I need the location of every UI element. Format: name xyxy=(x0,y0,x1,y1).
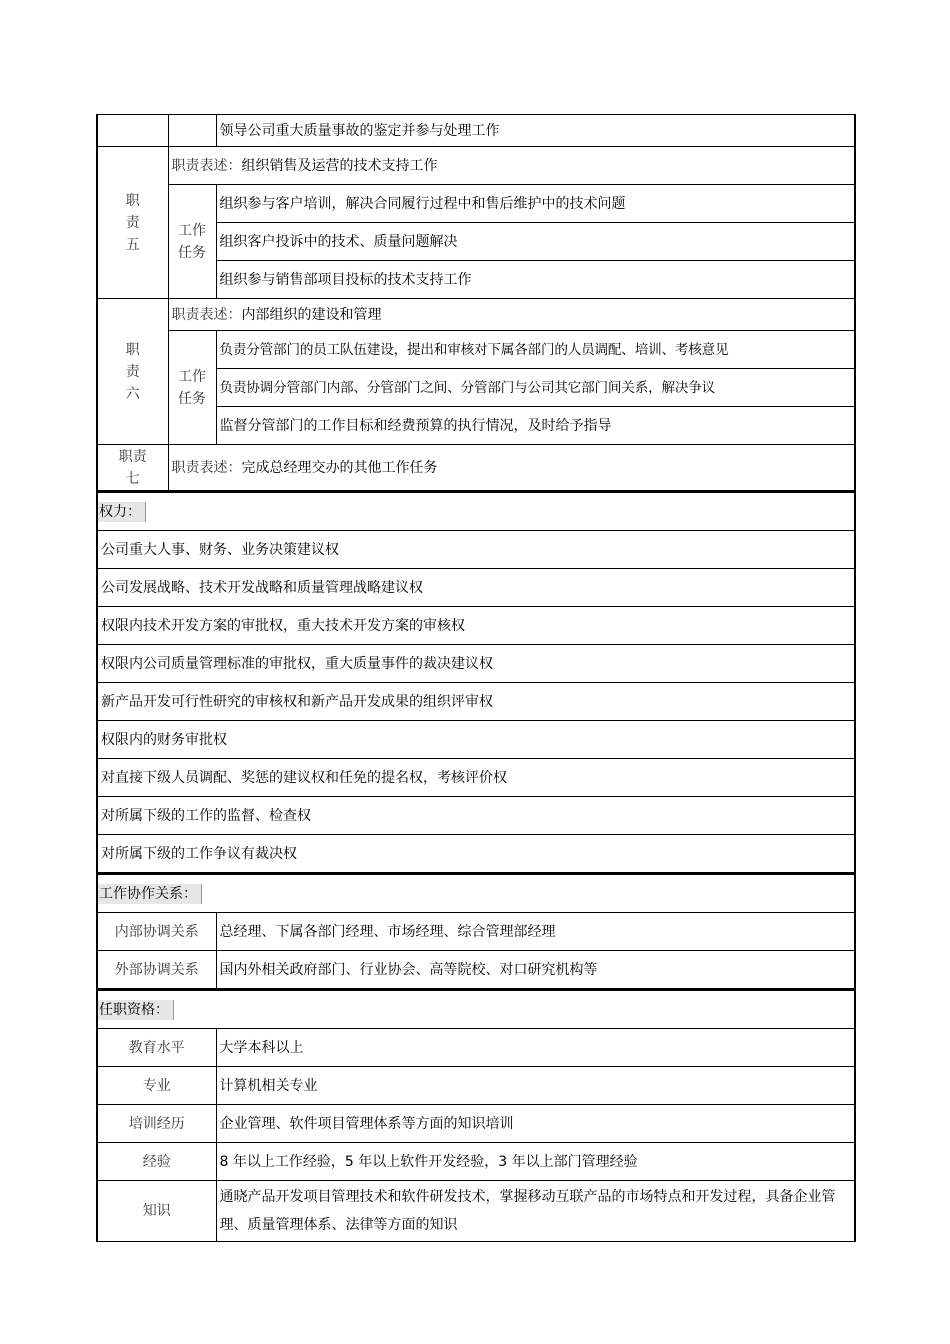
task-cell: 负责协调分管部门内部、分管部门之间、分管部门与公司其它部门间关系，解决争议 xyxy=(216,369,855,407)
authority-item: 新产品开发可行性研究的审核权和新产品开发成果的组织评审权 xyxy=(97,683,855,721)
blank-cell xyxy=(97,115,168,147)
authority-item: 权限内公司质量管理标准的审批权，重大质量事件的裁决建议权 xyxy=(97,645,855,683)
relation-value: 总经理、下属各部门经理、市场经理、综合管理部经理 xyxy=(216,913,855,951)
relation-label: 外部协调关系 xyxy=(97,951,216,989)
duty-description-text: 组织销售及运营的技术支持工作 xyxy=(241,157,438,174)
qualification-value: 大学本科以上 xyxy=(216,1029,855,1067)
duty-label: 职 责 六 xyxy=(97,299,168,445)
duty-description-label: 职责表述： xyxy=(171,459,242,476)
duties-table xyxy=(96,114,856,491)
authority-item: 权限内技术开发方案的审批权，重大技术开发方案的审核权 xyxy=(97,607,855,645)
section-header-qualifications xyxy=(97,990,855,1029)
qualification-value: 企业管理、软件项目管理体系等方面的知识培训 xyxy=(216,1105,855,1143)
qualification-label: 培训经历 xyxy=(97,1105,216,1143)
qualifications-table xyxy=(96,989,856,1242)
relation-value: 国内外相关政府部门、行业协会、高等院校、对口研究机构等 xyxy=(216,951,855,989)
section-header-relations xyxy=(97,874,855,913)
duty-description xyxy=(168,445,855,491)
task-cell: 组织参与销售部项目投标的技术支持工作 xyxy=(216,261,855,299)
authority-item: 公司重大人事、财务、业务决策建议权 xyxy=(97,531,855,569)
authority-item: 公司发展战略、技术开发战略和质量管理战略建议权 xyxy=(97,569,855,607)
qualification-label: 专业 xyxy=(97,1067,216,1105)
qualification-value: 通晓产品开发项目管理技术和软件研发技术，掌握移动互联产品的市场特点和开发过程，具备企业管理、质量管理体系、法律等方面的知识 xyxy=(216,1181,855,1242)
duty-label: 职责 七 xyxy=(97,445,168,491)
task-cell: 组织客户投诉中的技术、质量问题解决 xyxy=(216,223,855,261)
section-heading: 工作协作关系： xyxy=(98,884,202,904)
authority-item: 对直接下级人员调配、奖惩的建议权和任免的提名权，考核评价权 xyxy=(97,759,855,797)
task-cell: 组织参与客户培训，解决合同履行过程中和售后维护中的技术问题 xyxy=(216,185,855,223)
task-cell: 领导公司重大质量事故的鉴定并参与处理工作 xyxy=(216,115,855,147)
section-heading: 任职资格： xyxy=(98,1000,174,1020)
blank-cell xyxy=(168,115,216,147)
authority-item: 对所属下级的工作的监督、检查权 xyxy=(97,797,855,835)
duty-description-text: 完成总经理交办的其他工作任务 xyxy=(241,459,438,476)
qualification-label: 知识 xyxy=(97,1181,216,1242)
qualification-value: 8 年以上工作经验，5 年以上软件开发经验，3 年以上部门管理经验 xyxy=(216,1143,855,1181)
qualification-label: 经验 xyxy=(97,1143,216,1181)
job-description-sheet xyxy=(96,114,854,1242)
duty-description-label: 职责表述： xyxy=(171,157,242,174)
task-label: 工作 任务 xyxy=(168,185,216,299)
duty-description xyxy=(168,147,855,185)
duty-label: 职 责 五 xyxy=(97,147,168,299)
qualification-value: 计算机相关专业 xyxy=(216,1067,855,1105)
duty-description-text: 内部组织的建设和管理 xyxy=(241,306,382,323)
task-cell: 监督分管部门的工作目标和经费预算的执行情况，及时给予指导 xyxy=(216,407,855,445)
task-label: 工作 任务 xyxy=(168,331,216,445)
duty-description-label: 职责表述： xyxy=(171,306,242,323)
section-header-authority xyxy=(97,492,855,531)
duty-description xyxy=(168,299,855,331)
authority-item: 对所属下级的工作争议有裁决权 xyxy=(97,835,855,873)
relation-label: 内部协调关系 xyxy=(97,913,216,951)
authority-item: 权限内的财务审批权 xyxy=(97,721,855,759)
task-cell: 负责分管部门的员工队伍建设，提出和审核对下属各部门的人员调配、培训、考核意见 xyxy=(216,331,855,369)
relations-table xyxy=(96,873,856,989)
section-heading: 权力： xyxy=(98,502,146,522)
qualification-label: 教育水平 xyxy=(97,1029,216,1067)
authority-table xyxy=(96,491,856,873)
